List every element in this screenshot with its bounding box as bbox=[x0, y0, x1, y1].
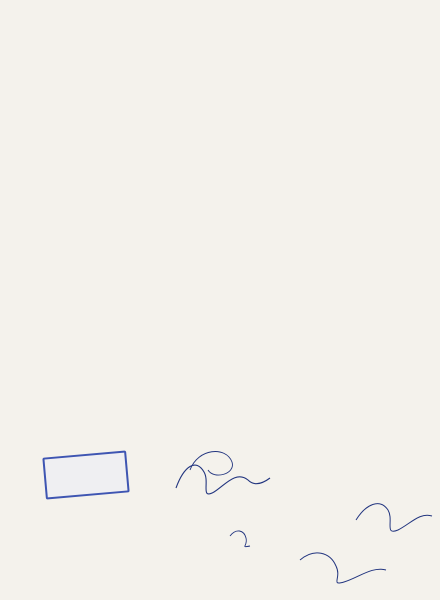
signature-court bbox=[176, 465, 270, 494]
signature-bottom bbox=[300, 553, 386, 583]
copy-conformity-stamp bbox=[42, 450, 129, 499]
stamp-line-1 bbox=[45, 458, 125, 465]
stamp-line-2 bbox=[45, 458, 125, 465]
signature-court-loop bbox=[190, 452, 232, 476]
signature-bottom-small bbox=[230, 531, 250, 547]
signature-right bbox=[356, 504, 432, 532]
